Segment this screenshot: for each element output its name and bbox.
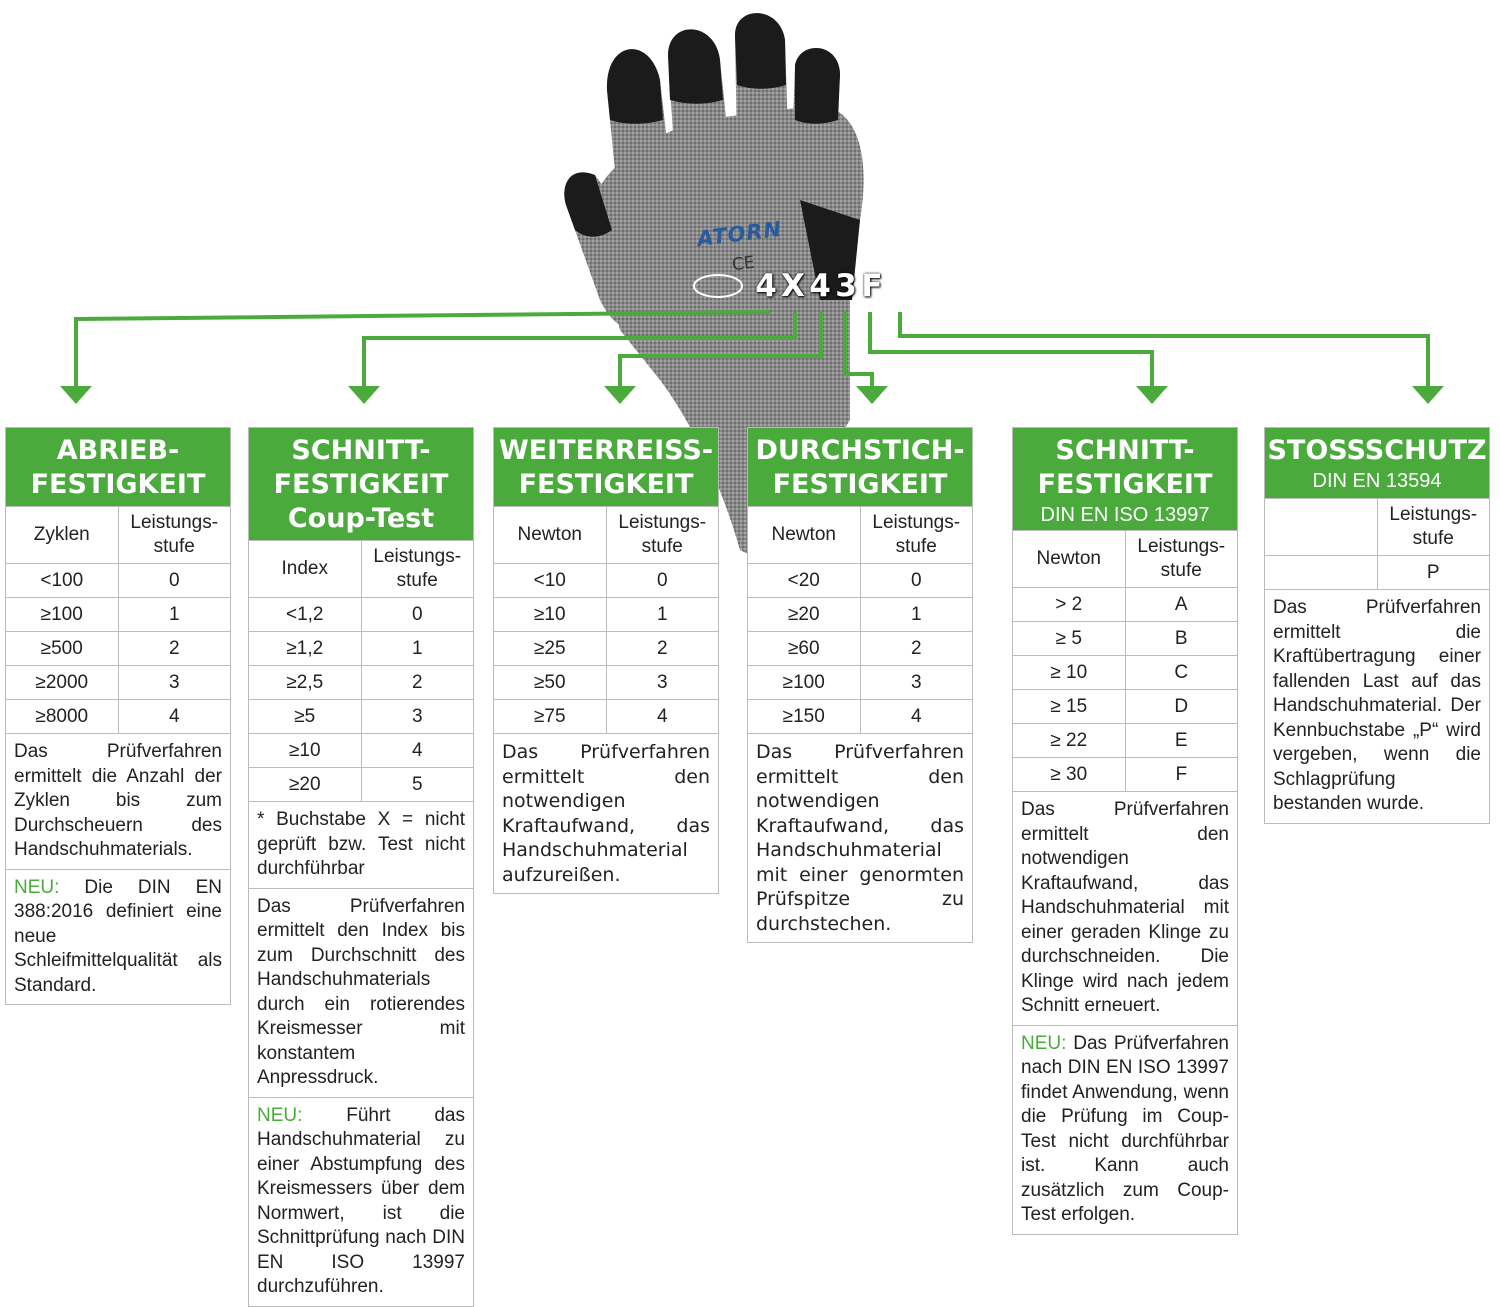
- table-cell: 4: [361, 734, 473, 768]
- abrasion-col1: Zyklen: [6, 507, 118, 564]
- table-cell: 0: [606, 564, 718, 598]
- table-cell: ≥75: [494, 700, 606, 734]
- table-cell: ≥100: [748, 666, 860, 700]
- cut-iso-header: [1013, 428, 1237, 530]
- abrasion-box: [5, 427, 231, 1005]
- cut-coup-box: [248, 427, 474, 1307]
- table-cell: 4: [606, 700, 718, 734]
- impact-header: [1265, 428, 1489, 498]
- table-cell: > 2: [1013, 588, 1125, 622]
- table-cell: ≥60: [748, 632, 860, 666]
- abrasion-neu: [6, 869, 230, 1005]
- table-cell: 1: [860, 598, 972, 632]
- table-cell: 0: [118, 564, 230, 598]
- table-cell: 3: [860, 666, 972, 700]
- table-cell: 1: [118, 598, 230, 632]
- table-cell: ≥ 5: [1013, 622, 1125, 656]
- table-cell: <20: [748, 564, 860, 598]
- impact-col1: [1265, 499, 1377, 556]
- table-cell: ≥2000: [6, 666, 118, 700]
- tear-col1: Newton: [494, 507, 606, 564]
- impact-description: Das Prüfverfahren ermittelt die Kraftübertragung einer fallenden Last auf das Handschuhmaterial. Der Kennbuchstabe „P“ wird vergeben, wenn die Schlagprüfung bestanden wurde.: [1273, 597, 1481, 814]
- table-cell: ≥ 10: [1013, 656, 1125, 690]
- table-cell: ≥50: [494, 666, 606, 700]
- table-cell: ≥100: [6, 598, 118, 632]
- puncture-box: [747, 427, 973, 943]
- abrasion-table: [6, 506, 230, 734]
- table-cell: 3: [118, 666, 230, 700]
- code-abrasion: 4: [755, 268, 777, 304]
- table-cell: 0: [361, 598, 473, 632]
- table-cell: ≥8000: [6, 700, 118, 734]
- table-cell: E: [1125, 724, 1237, 758]
- cut-iso-title: SCHNITT- FESTIGKEIT: [1037, 435, 1213, 500]
- cut-iso-table: [1013, 530, 1237, 792]
- cut-iso-subtitle: DIN EN ISO 13997: [1040, 504, 1210, 526]
- cut-coup-title: SCHNITT- FESTIGKEIT Coup-Test: [249, 428, 473, 540]
- table-cell: ≥500: [6, 632, 118, 666]
- code-cut-coup: X: [781, 268, 805, 304]
- neu-label: NEU:: [14, 876, 60, 898]
- cut-coup-description: Das Prüfverfahren ermittelt den Index bis zum Durchschnitt des Handschuhmaterials durch ein rotierendes Kreismesser mit konstantem Anpressdruck.: [249, 888, 473, 1097]
- abrasion-title: ABRIEB- FESTIGKEIT: [6, 428, 230, 506]
- table-cell: D: [1125, 690, 1237, 724]
- table-cell: ≥20: [249, 768, 361, 802]
- table-cell: 4: [860, 700, 972, 734]
- impact-subtitle: DIN EN 13594: [1312, 470, 1442, 492]
- abrasion-description: Das Prüfverfahren ermittelt die Anzahl der Zyklen bis zum Durchscheuern des Handschuhmaterials.: [14, 741, 222, 860]
- puncture-title: DURCHSTICH- FESTIGKEIT: [748, 428, 972, 506]
- impact-table: [1265, 498, 1489, 590]
- tear-col2: Leistungs- stufe: [606, 507, 718, 564]
- impact-col2: Leistungs- stufe: [1377, 499, 1489, 556]
- table-cell: ≥ 22: [1013, 724, 1125, 758]
- table-cell: P: [1377, 556, 1489, 590]
- ce-mark: CE: [730, 252, 756, 276]
- neu-label: NEU:: [257, 1104, 303, 1126]
- table-cell: A: [1125, 588, 1237, 622]
- table-cell: 2: [361, 666, 473, 700]
- puncture-col1: Newton: [748, 507, 860, 564]
- table-cell: ≥5: [249, 700, 361, 734]
- cut-coup-neu: [249, 1097, 473, 1306]
- code-tear: 4: [809, 268, 831, 304]
- cut-coup-col2: Leistungs- stufe: [361, 541, 473, 598]
- table-cell: B: [1125, 622, 1237, 656]
- table-cell: <100: [6, 564, 118, 598]
- abrasion-col2: Leistungs- stufe: [118, 507, 230, 564]
- table-cell: 3: [361, 700, 473, 734]
- table-cell: ≥1,2: [249, 632, 361, 666]
- tear-title: WEITERREISS- FESTIGKEIT: [494, 428, 718, 506]
- table-cell: F: [1125, 758, 1237, 792]
- puncture-table: [748, 506, 972, 734]
- puncture-col2: Leistungs- stufe: [860, 507, 972, 564]
- table-cell: 2: [860, 632, 972, 666]
- neu-text: Die DIN EN 388:2016 definiert eine neue Schleifmittelqualität als Standard.: [14, 876, 223, 996]
- table-cell: 1: [606, 598, 718, 632]
- neu-text: Führt das Handschuhmaterial zu einer Abstumpfung des Kreismessers über dem Normwert, ist die Schnittprüfung nach DIN EN ISO 13997 durchzuführen.: [257, 1104, 466, 1297]
- neu-label: NEU:: [1021, 1032, 1067, 1054]
- table-cell: 3: [606, 666, 718, 700]
- table-cell: 2: [118, 632, 230, 666]
- cut-coup-col1: Index: [249, 541, 361, 598]
- table-cell: 0: [860, 564, 972, 598]
- table-cell: ≥2,5: [249, 666, 361, 700]
- code-cut-iso: F: [861, 268, 883, 304]
- table-cell: C: [1125, 656, 1237, 690]
- table-cell: ≥150: [748, 700, 860, 734]
- code-puncture: 3: [835, 268, 857, 304]
- cut-iso-col2: Leistungs- stufe: [1125, 531, 1237, 588]
- impact-title: STOSSSCHUTZ: [1267, 435, 1487, 466]
- table-cell: ≥25: [494, 632, 606, 666]
- neu-text: Das Prüfverfahren nach DIN EN ISO 13997 findet Anwendung, wenn die Prüfung im Coup-Test nicht durchführbar ist. Kann auch zusätzlich zum Coup-Test erfolgen.: [1021, 1032, 1229, 1225]
- table-cell: ≥10: [249, 734, 361, 768]
- brand-logo: ATORN: [695, 216, 784, 252]
- tear-table: [494, 506, 718, 734]
- table-cell: ≥10: [494, 598, 606, 632]
- cut-coup-table: [249, 540, 473, 802]
- table-cell: [1265, 556, 1377, 590]
- table-cell: 2: [606, 632, 718, 666]
- cut-iso-col1: Newton: [1013, 531, 1125, 588]
- impact-box: [1264, 427, 1490, 824]
- table-cell: <1,2: [249, 598, 361, 632]
- cut-coup-note: * Buchstabe X = nicht geprüft bzw. Test nicht durchführbar: [257, 809, 465, 879]
- table-cell: <10: [494, 564, 606, 598]
- table-cell: ≥ 15: [1013, 690, 1125, 724]
- table-cell: ≥ 30: [1013, 758, 1125, 792]
- table-cell: 1: [361, 632, 473, 666]
- cut-iso-box: [1012, 427, 1238, 1235]
- tear-description: Das Prüfverfahren ermittelt den notwendigen Kraftaufwand, das Handschuhmaterial aufzureißen.: [502, 741, 710, 886]
- table-cell: ≥20: [748, 598, 860, 632]
- table-cell: 4: [118, 700, 230, 734]
- table-cell: 5: [361, 768, 473, 802]
- tear-box: [493, 427, 719, 894]
- cut-iso-neu: [1013, 1025, 1237, 1234]
- cut-iso-description: Das Prüfverfahren ermittelt den notwendigen Kraftaufwand, das Handschuhmaterial mit einer geraden Klinge zu durchschneiden. Die Klinge wird nach jedem Schnitt erneuert.: [1021, 799, 1229, 1016]
- puncture-description: Das Prüfverfahren ermittelt den notwendigen Kraftaufwand, das Handschuhmaterial mit einer genormten Prüfspitze zu durchstechen.: [756, 741, 964, 935]
